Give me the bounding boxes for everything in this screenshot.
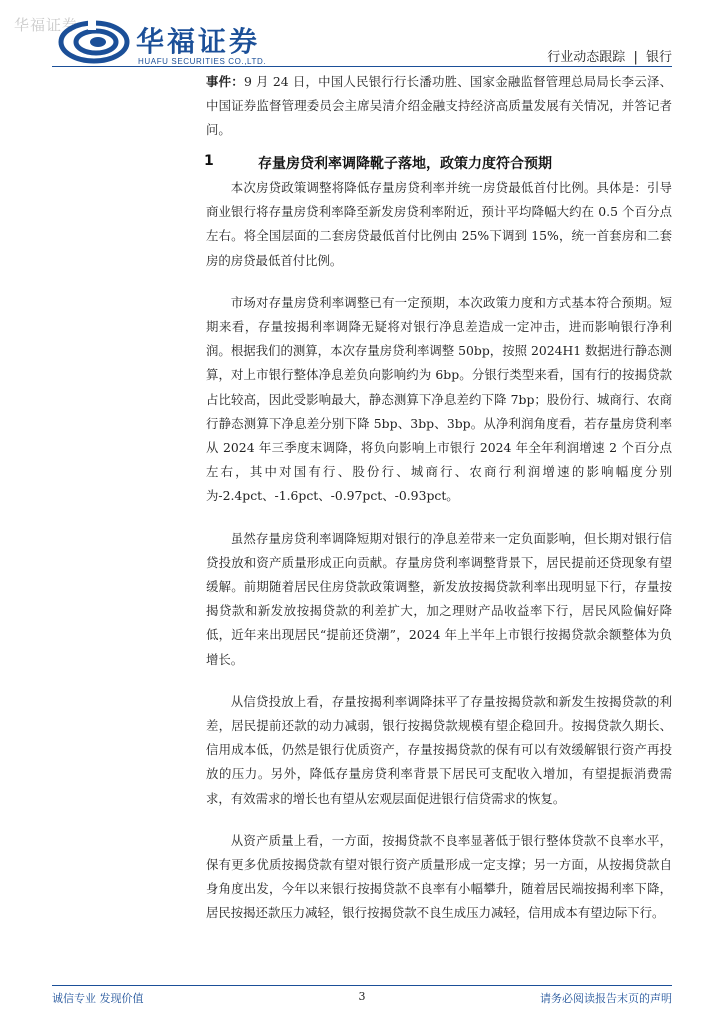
footer-slogan: 诚信专业 发现价值: [52, 992, 144, 1005]
footer-disclaimer: 请务必阅读报告末页的声明: [540, 992, 672, 1005]
footer-divider: [52, 985, 672, 986]
huafu-logo-icon: [58, 20, 130, 64]
section-number: 1: [204, 153, 214, 169]
company-logo: [58, 14, 268, 70]
body-paragraph: 从资产质量上看，一方面，按揭贷款不良率显著低于银行整体贷款不良率水平，保有更多优质按揭贷款有望对银行资产质量形成一定支撑；另一方面，从按揭贷款自身角度出发，今年以来银行按揭贷款不良率有小幅攀升，随着居民端按揭利率下降，居民按揭还款压力减轻，银行按揭贷款不良生成压力减轻，信用成本有望边际下行。: [206, 832, 672, 921]
brand-name-cn: 华福证券: [136, 25, 261, 58]
report-category: [547, 46, 672, 65]
section-title: 存量房贷利率调降靴子落地，政策力度符合预期: [258, 156, 552, 172]
body-paragraph: 从信贷投放上看，存量按揭利率调降抹平了存量按揭贷款和新发生按揭贷款的利差，居民提前还款的动力减弱，银行按揭贷款规模有望企稳回升。按揭贷款久期长、信用成本低，仍然是银行优质资产，存量按揭贷款的保有可以有效缓解银行资产再投放的压力。另外，降低存量房贷利率背景下居民可支配收入增加，有望提振消费需求，有效需求的增长也有望从宏观层面促进银行信贷需求的恢复。: [206, 693, 672, 806]
section-body: [206, 176, 672, 944]
watermark-text: 华福证券: [14, 16, 79, 34]
brand-name-en: HUAFU SECURITIES CO.,LTD.: [138, 57, 267, 66]
report-type: 行业动态跟踪: [547, 50, 626, 65]
header-divider: [52, 66, 672, 67]
body-paragraph: 虽然存量房贷利率调降短期对银行的净息差带来一定负面影响，但长期对银行信贷投放和资产质量形成正向贡献。存量房贷利率调整背景下，居民提前还贷现象有望缓解。前期随着居民住房贷款政策调整，新发放按揭贷款利率出现明显下行，存量按揭贷款和新发放按揭贷款的利差扩大，加之理财产品收益率下行，居民风险偏好降低，近年来出现居民“提前还贷潮”，2024 年上半年上市银行按揭贷款余额整体为负增长。: [206, 530, 672, 667]
body-paragraph: 本次房贷政策调整将降低存量房贷利率并统一房贷最低首付比例。具体是：引导商业银行将存量房贷利率降至新发房贷利率附近，预计平均降幅大约在 0.5 个百分点左右。将全国层面的二套房贷最低首付比例由 25%下调到 15%，统一首套房和二套房的房贷最低首付比例。: [206, 180, 672, 268]
industry-label: 银行: [645, 50, 672, 65]
event-summary: [206, 70, 672, 142]
header-separator: |: [633, 50, 638, 65]
event-text: 9 月 24 日，中国人民银行行长潘功胜、国家金融监督管理总局局长李云泽、中国证券监督管理委员会主席吴清介绍金融支持经济高质量发展有关情况，并答记者问。: [206, 74, 673, 137]
body-paragraph: 市场对存量房贷利率调整已有一定预期，本次政策力度和方式基本符合预期。短期来看，存量按揭利率调降无疑将对银行净息差造成一定冲击，进而影响银行净利润。根据我们的测算，本次存量房贷利率调整 50bp，按照 2024H1 数据进行静态测算，对上市银行整体净息差负向影响约为 6bp。分银行类型来看，国有行的按揭贷款占比较高，因此受影响最大，静态测算下净息差约下降 7bp；股份行、城商行、农商行静态测算下净息差分别下降 5bp、3bp、3bp。从净利润角度看，若存量房贷利率从 2024 年三季度末调降，将负向影响上市银行 2024 年全年利润增速 2 个百分点左右，其中对国有行、股份行、城商行、农商行利润增速的影响幅度分别为-2.4pct、-1.6pct、-0.97pct、-0.93pct。: [206, 294, 672, 504]
event-label: 事件：: [206, 74, 244, 89]
page-number: 3: [358, 990, 366, 1003]
event-paragraph: [206, 70, 672, 142]
